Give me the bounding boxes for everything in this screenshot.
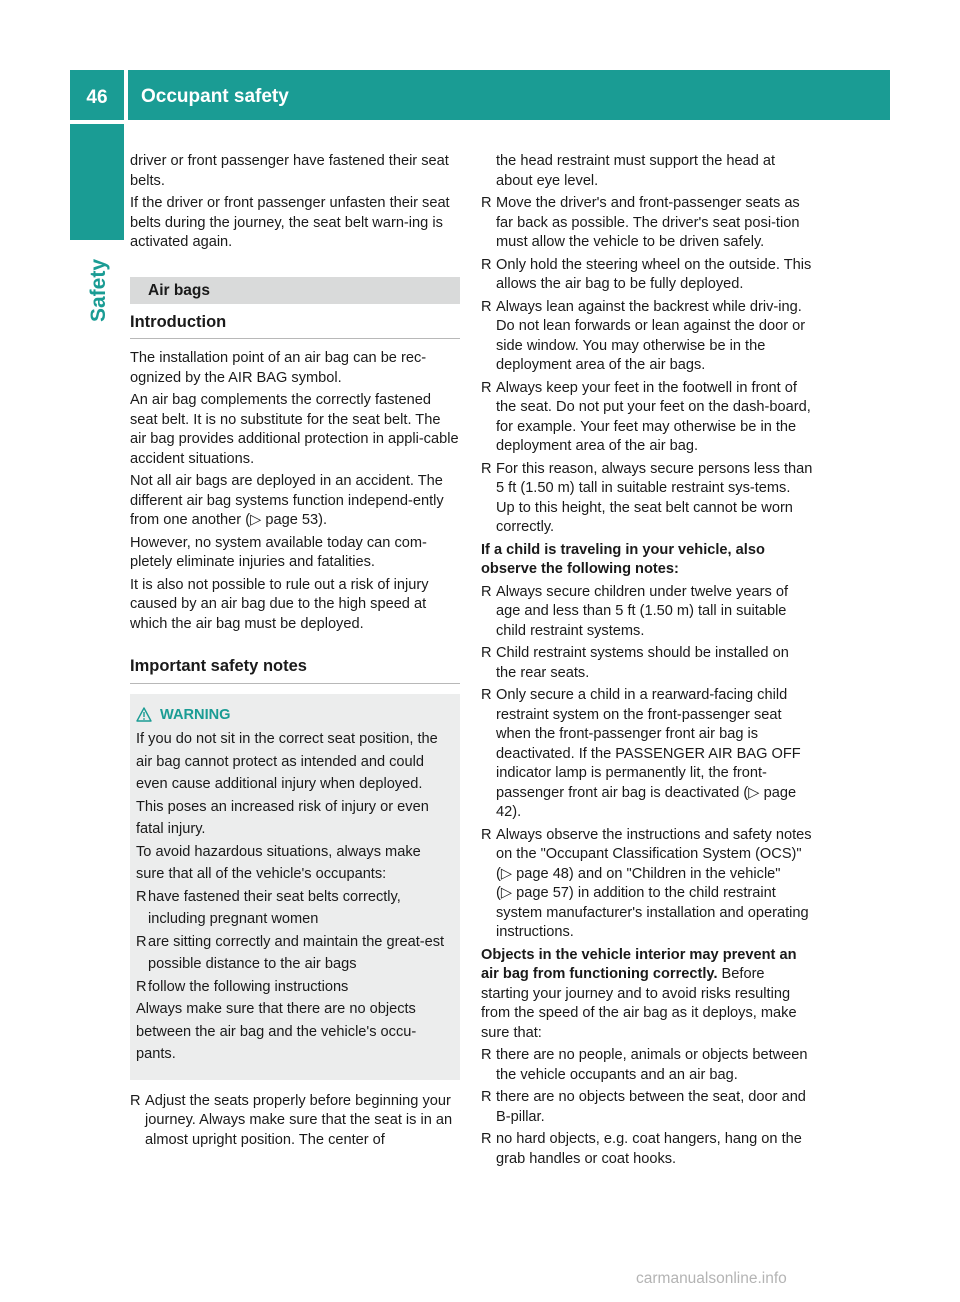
text: Always observe the instructions and safety notes on the "Occupant Classification System (OCS)" ( [496, 826, 812, 882]
list-item [136, 886, 448, 931]
warning-triangle-icon [136, 707, 152, 722]
bullet-icon: R [481, 1047, 492, 1063]
list-item-text: Always keep your feet in the footwell in front of the seat. Do not put your feet on the dash-board, for example. Your feet may otherwise be in the deployment area of the air bag. [496, 379, 811, 454]
bullet-icon: R [136, 933, 147, 950]
paragraph [130, 472, 460, 531]
bullet-icon: R [481, 645, 492, 661]
bullet-icon: R [136, 888, 147, 905]
list-item-text [496, 827, 812, 941]
list-item-text: no hard objects, e.g. coat hangers, hang on the grab handles or coat hooks. [496, 1131, 802, 1167]
bullet-icon: R [481, 256, 492, 273]
left-column [130, 152, 460, 1153]
paragraph: However, no system available today can com-pletely eliminate injuries and fatalities. [130, 534, 427, 570]
warning-text: Always make sure that there are no objects between the air bag and the vehicle's occu-pants. [136, 1001, 417, 1062]
paragraph: It is also not possible to rule out a risk of injury caused by an air bag due to the high speed at which the air bag must be deployed. [130, 576, 429, 632]
paragraph: An air bag complements the correctly fastened seat belt. It is no substitute for the seat belt. The air bag provides additional protection in appli-cable accident situations. [130, 392, 459, 467]
page-header-title: Occupant safety [128, 70, 890, 120]
subsection-heading-introduction: Introduction [130, 310, 460, 340]
list-item [481, 379, 813, 457]
bullet-icon: R [136, 978, 147, 995]
right-column [481, 152, 813, 1172]
list-item-text: Always secure children under twelve years of age and less than 5 ft (1.50 m) tall in suitable child restraint systems. [496, 583, 789, 639]
list-item-text: are sitting correctly and maintain the great-est possible distance to the air bags [148, 933, 445, 972]
warning-header [136, 704, 448, 727]
list-item [481, 686, 813, 823]
list-item [481, 256, 813, 295]
list-item [481, 644, 813, 683]
list-item [481, 1088, 813, 1127]
list-item [481, 194, 813, 253]
list-item-text: Move the driver's and front-passenger seats as far back as possible. The driver's seat posi-tion must allow the vehicle to be driven safely. [496, 195, 800, 250]
list-item [136, 976, 448, 999]
bullet-icon: R [481, 195, 492, 211]
bullet-icon: R [481, 687, 492, 703]
warning-text: To avoid hazardous situations, always make sure that all of the vehicle's occupants: [136, 843, 421, 882]
warning-title: WARNING [160, 706, 231, 723]
list-item-text [496, 687, 801, 820]
list-item [481, 460, 813, 538]
bullet-icon: R [481, 1089, 492, 1105]
list-item-text: Only hold the steering wheel on the outside. This allows the air bag to be fully deployed. [496, 256, 812, 292]
text: Not all air bags are deployed in an accident. The different air bag systems function independ-ently from one another ( [130, 473, 444, 528]
paragraph [481, 946, 813, 1044]
page-ref-icon: ▷ [500, 865, 513, 882]
text: Before starting your journey and to avoid risks resulting from the speed of the air bag as it deploys, make sure that: [481, 966, 797, 1041]
list-item [130, 1092, 460, 1151]
page-ref-link[interactable]: page 48) and on "Children in the vehicle" ( [496, 865, 781, 901]
list-item-text: Child restraint systems should be installed on the rear seats. [496, 645, 789, 681]
list-item [481, 826, 813, 943]
side-tab-label: Safety [87, 258, 110, 322]
paragraph: If the driver or front passenger unfasten their seat belts during the journey, the seat belt warn-ing is activated again. [130, 195, 450, 250]
child-notes-heading: If a child is traveling in your vehicle, also observe the following notes: [481, 541, 765, 577]
subsection-heading-safety-notes: Important safety notes [130, 654, 460, 684]
list-item-text: Adjust the seats properly before beginning your journey. Always make sure that the seat is in an almost upright position. The center of [145, 1092, 453, 1148]
bullet-icon: R [481, 379, 492, 396]
warning-text: If you do not sit in the correct seat position, the air bag cannot protect as intended and could even cause additional injury when deployed. This poses an increased risk of injury or even fatal injury. [136, 731, 438, 837]
section-title: Air bags [130, 277, 460, 304]
list-item-text: there are no objects between the seat, door and B-pillar. [496, 1089, 806, 1125]
bullet-icon: R [481, 460, 492, 477]
page-ref-icon: ▷ [500, 885, 513, 901]
paragraph: The installation point of an air bag can be rec-ognized by the AIR BAG symbol. [130, 350, 427, 386]
page-ref-icon: ▷ [748, 784, 760, 801]
text: Only secure a child in a rearward-facing child restraint system on the front-passenger seat when the front-passenger front air bag is deactivated. If the PASSENGER AIR BAG OFF indicator lamp is permanently lit, the front-passenger front air bag is deactivated ( [496, 687, 801, 801]
list-item [136, 931, 448, 976]
bullet-icon: R [481, 826, 492, 843]
bullet-icon: R [481, 298, 492, 315]
list-item-continuation: the head restraint must support the head at about eye level. [496, 153, 776, 189]
warning-box [130, 694, 460, 1080]
page-ref-link[interactable]: page 42). [496, 784, 797, 820]
page-ref-link[interactable]: page 57) in addition to the child restraint system manufacturer's installation and operating instructions. [496, 885, 809, 940]
paragraph: driver or front passenger have fastened their seat belts. [130, 153, 449, 189]
page-ref-link[interactable]: page 53). [265, 512, 328, 528]
side-tab-marker [70, 124, 124, 240]
list-item [481, 1130, 813, 1169]
list-item-text: follow the following instructions [148, 978, 349, 995]
objects-heading: Objects in the vehicle interior may prevent an air bag from functioning correctly. [481, 946, 797, 982]
list-item-text: there are no people, animals or objects between the vehicle occupants and an air bag. [496, 1047, 808, 1083]
list-item-text: have fastened their seat belts correctly, including pregnant women [148, 888, 401, 927]
page-ref-icon: ▷ [250, 512, 262, 528]
list-item-text: Always lean against the backrest while driv-ing. Do not lean forwards or lean against the door or side window. You may otherwise be in the deployment area of the air bags. [496, 298, 806, 373]
bullet-icon: R [481, 583, 492, 600]
watermark: carmanualsonline.info [636, 1270, 787, 1287]
list-item-text: For this reason, always secure persons less than 5 ft (1.50 m) tall in suitable restraint sys-tems. Up to this height, the seat belt cannot be worn correctly. [496, 460, 813, 535]
bullet-icon: R [481, 1131, 492, 1147]
list-item [481, 1046, 813, 1085]
page-number: 46 [70, 70, 124, 120]
list-item [481, 298, 813, 376]
list-item [481, 583, 813, 642]
bullet-icon: R [130, 1092, 141, 1109]
